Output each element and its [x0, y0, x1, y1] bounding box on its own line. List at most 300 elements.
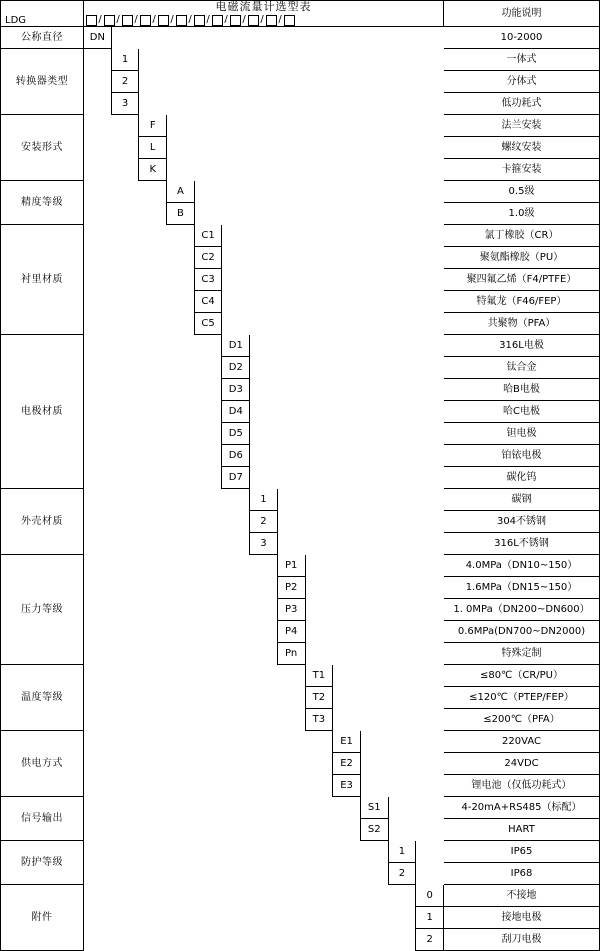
empty-cell [139, 841, 167, 863]
empty-cell [194, 335, 222, 357]
empty-cell [388, 753, 416, 775]
empty-cell [222, 555, 250, 577]
empty-cell [250, 445, 278, 467]
empty-cell [416, 225, 444, 247]
code-cell-6-0[interactable]: 1 [250, 489, 278, 511]
empty-cell [360, 643, 388, 665]
table-row [1, 71, 600, 93]
empty-cell [277, 467, 305, 489]
table-row [1, 159, 600, 181]
empty-cell [305, 863, 333, 885]
empty-cell [84, 379, 112, 401]
code-cell-3-0[interactable]: A [167, 181, 195, 203]
empty-cell [305, 841, 333, 863]
empty-cell [416, 577, 444, 599]
empty-cell [360, 335, 388, 357]
empty-cell [305, 511, 333, 533]
slash-separator: / [170, 13, 175, 25]
empty-cell [111, 819, 139, 841]
code-cell-6-1[interactable]: 2 [250, 511, 278, 533]
code-cell-7-1[interactable]: P2 [277, 577, 305, 599]
empty-cell [277, 753, 305, 775]
model-code-box[interactable] [212, 15, 223, 26]
empty-cell [388, 49, 416, 71]
model-prefix-cell: LDG [1, 1, 84, 27]
empty-cell [139, 379, 167, 401]
empty-cell [360, 929, 388, 951]
code-cell-8-0[interactable]: T1 [305, 665, 333, 687]
empty-cell [333, 115, 361, 137]
empty-cell [167, 489, 195, 511]
empty-cell [194, 621, 222, 643]
slash-separator: / [98, 13, 103, 25]
empty-cell [388, 621, 416, 643]
empty-cell [84, 885, 112, 907]
empty-cell [194, 423, 222, 445]
slash-separator: / [206, 13, 211, 25]
empty-cell [305, 907, 333, 929]
empty-cell [416, 159, 444, 181]
description-cell-4-2: 聚四氟乙烯（F4/PTFE） [444, 269, 600, 291]
description-cell-8-1: ≤120℃（PTEP/FEP） [444, 687, 600, 709]
empty-cell [222, 819, 250, 841]
empty-cell [416, 445, 444, 467]
code-cell-2-1[interactable]: L [139, 137, 167, 159]
empty-cell [111, 115, 139, 137]
empty-cell [194, 27, 222, 49]
code-cell-4-4[interactable]: C5 [194, 313, 222, 335]
empty-cell [388, 71, 416, 93]
empty-cell [333, 93, 361, 115]
empty-cell [388, 511, 416, 533]
empty-cell [388, 27, 416, 49]
empty-cell [84, 49, 112, 71]
empty-cell [111, 577, 139, 599]
row-label-11: 防护等级 [1, 841, 84, 885]
empty-cell [250, 885, 278, 907]
empty-cell [84, 511, 112, 533]
model-code-box[interactable] [194, 15, 205, 26]
empty-cell [84, 445, 112, 467]
code-cell-10-1[interactable]: S2 [360, 819, 388, 841]
empty-cell [277, 247, 305, 269]
empty-cell [139, 753, 167, 775]
row-label-6: 外壳材质 [1, 489, 84, 555]
table-row [1, 863, 600, 885]
empty-cell [250, 115, 278, 137]
slash-separator: / [224, 13, 229, 25]
empty-cell [416, 269, 444, 291]
empty-cell [167, 225, 195, 247]
model-code-box[interactable] [266, 15, 277, 26]
table-header-row [1, 1, 600, 27]
empty-cell [305, 489, 333, 511]
description-cell-6-2: 316L不锈钢 [444, 533, 600, 555]
model-code-box[interactable] [176, 15, 187, 26]
empty-cell [333, 467, 361, 489]
empty-cell [111, 379, 139, 401]
code-cell-7-2[interactable]: P3 [277, 599, 305, 621]
empty-cell [84, 819, 112, 841]
empty-cell [222, 49, 250, 71]
empty-cell [416, 819, 444, 841]
empty-cell [416, 291, 444, 313]
code-cell-5-6[interactable]: D7 [222, 467, 250, 489]
empty-cell [277, 819, 305, 841]
empty-cell [139, 93, 167, 115]
empty-cell [167, 599, 195, 621]
code-cell-2-2[interactable]: K [139, 159, 167, 181]
empty-cell [194, 533, 222, 555]
code-cell-1-0[interactable]: 1 [111, 49, 139, 71]
empty-cell [360, 731, 388, 753]
empty-cell [250, 159, 278, 181]
empty-cell [333, 181, 361, 203]
slash-separator: / [188, 13, 193, 25]
model-code-box[interactable] [104, 15, 115, 26]
description-cell-12-0: 不接地 [444, 885, 600, 907]
empty-cell [84, 841, 112, 863]
empty-cell [84, 907, 112, 929]
empty-cell [111, 709, 139, 731]
code-cell-11-0[interactable]: 1 [388, 841, 416, 863]
empty-cell [84, 797, 112, 819]
empty-cell [305, 885, 333, 907]
empty-cell [305, 93, 333, 115]
empty-cell [305, 533, 333, 555]
empty-cell [333, 335, 361, 357]
empty-cell [333, 357, 361, 379]
empty-cell [111, 203, 139, 225]
empty-cell [388, 357, 416, 379]
empty-cell [388, 401, 416, 423]
empty-cell [111, 423, 139, 445]
empty-cell [84, 643, 112, 665]
code-cell-7-4[interactable]: Pn [277, 643, 305, 665]
empty-cell [250, 709, 278, 731]
empty-cell [250, 599, 278, 621]
empty-cell [416, 533, 444, 555]
empty-cell [416, 71, 444, 93]
empty-cell [111, 665, 139, 687]
empty-cell [360, 401, 388, 423]
code-cell-10-0[interactable]: S1 [360, 797, 388, 819]
code-cell-3-1[interactable]: B [167, 203, 195, 225]
empty-cell [111, 929, 139, 951]
empty-cell [167, 291, 195, 313]
empty-cell [250, 401, 278, 423]
empty-cell [305, 203, 333, 225]
empty-cell [416, 687, 444, 709]
empty-cell [139, 203, 167, 225]
empty-cell [111, 555, 139, 577]
empty-cell [167, 93, 195, 115]
empty-cell [333, 841, 361, 863]
table-row [1, 819, 600, 841]
empty-cell [111, 291, 139, 313]
description-cell-5-3: 哈C电极 [444, 401, 600, 423]
empty-cell [305, 929, 333, 951]
code-cell-5-3[interactable]: D4 [222, 401, 250, 423]
empty-cell [250, 467, 278, 489]
empty-cell [250, 379, 278, 401]
empty-cell [84, 467, 112, 489]
code-cell-12-2[interactable]: 2 [416, 929, 444, 951]
code-cell-1-2[interactable]: 3 [111, 93, 139, 115]
description-cell-5-5: 铂铱电极 [444, 445, 600, 467]
empty-cell [333, 577, 361, 599]
table-row [1, 731, 600, 753]
empty-cell [333, 709, 361, 731]
empty-cell [333, 555, 361, 577]
empty-cell [167, 863, 195, 885]
empty-cell [84, 731, 112, 753]
empty-cell [333, 819, 361, 841]
empty-cell [305, 313, 333, 335]
empty-cell [194, 93, 222, 115]
model-code-box[interactable] [230, 15, 241, 26]
empty-cell [111, 599, 139, 621]
empty-cell [250, 665, 278, 687]
empty-cell [305, 225, 333, 247]
code-cell-8-2[interactable]: T3 [305, 709, 333, 731]
empty-cell [194, 137, 222, 159]
empty-cell [305, 269, 333, 291]
slash-separator: / [278, 13, 283, 25]
empty-cell [277, 203, 305, 225]
table-row [1, 401, 600, 423]
empty-cell [416, 709, 444, 731]
empty-cell [388, 203, 416, 225]
empty-cell [360, 753, 388, 775]
model-code-box[interactable] [248, 15, 259, 26]
empty-cell [416, 555, 444, 577]
empty-cell [277, 181, 305, 203]
empty-cell [139, 577, 167, 599]
empty-cell [111, 269, 139, 291]
row-label-9: 供电方式 [1, 731, 84, 797]
empty-cell [167, 621, 195, 643]
empty-cell [305, 731, 333, 753]
row-label-10: 信号输出 [1, 797, 84, 841]
code-cell-4-0[interactable]: C1 [194, 225, 222, 247]
empty-cell [416, 401, 444, 423]
empty-cell [333, 665, 361, 687]
empty-cell [250, 731, 278, 753]
empty-cell [194, 357, 222, 379]
empty-cell [360, 357, 388, 379]
empty-cell [360, 599, 388, 621]
model-code-box[interactable] [284, 15, 295, 26]
code-cell-4-1[interactable]: C2 [194, 247, 222, 269]
empty-cell [194, 907, 222, 929]
empty-cell [222, 115, 250, 137]
empty-cell [111, 27, 139, 49]
slash-separator: / [260, 13, 265, 25]
code-cell-12-1[interactable]: 1 [416, 907, 444, 929]
empty-cell [416, 115, 444, 137]
description-cell-1-2: 低功耗式 [444, 93, 600, 115]
empty-cell [167, 247, 195, 269]
empty-cell [333, 445, 361, 467]
table-row [1, 885, 600, 907]
description-cell-9-2: 锂电池（仅低功耗式） [444, 775, 600, 797]
code-cell-12-0[interactable]: 0 [416, 885, 444, 907]
code-cell-8-1[interactable]: T2 [305, 687, 333, 709]
description-cell-9-0: 220VAC [444, 731, 600, 753]
empty-cell [416, 467, 444, 489]
row-label-12: 附件 [1, 885, 84, 951]
empty-cell [360, 511, 388, 533]
empty-cell [360, 269, 388, 291]
empty-cell [111, 643, 139, 665]
empty-cell [84, 181, 112, 203]
description-column-header: 功能说明 [444, 1, 600, 27]
empty-cell [360, 225, 388, 247]
empty-cell [111, 797, 139, 819]
empty-cell [111, 159, 139, 181]
empty-cell [305, 401, 333, 423]
empty-cell [139, 357, 167, 379]
empty-cell [84, 335, 112, 357]
empty-cell [222, 907, 250, 929]
code-cell-7-3[interactable]: P4 [277, 621, 305, 643]
empty-cell [250, 27, 278, 49]
description-cell-11-0: IP65 [444, 841, 600, 863]
empty-cell [250, 225, 278, 247]
empty-cell [167, 467, 195, 489]
empty-cell [360, 181, 388, 203]
empty-cell [139, 555, 167, 577]
code-cell-5-0[interactable]: D1 [222, 335, 250, 357]
empty-cell [360, 533, 388, 555]
model-code-boxes [84, 15, 443, 27]
model-code-box[interactable] [86, 15, 97, 26]
empty-cell [194, 885, 222, 907]
empty-cell [388, 797, 416, 819]
empty-cell [250, 907, 278, 929]
empty-cell [360, 71, 388, 93]
empty-cell [222, 247, 250, 269]
code-cell-6-2[interactable]: 3 [250, 533, 278, 555]
model-code-box[interactable] [122, 15, 133, 26]
empty-cell [139, 533, 167, 555]
empty-cell [360, 621, 388, 643]
empty-cell [167, 577, 195, 599]
empty-cell [305, 181, 333, 203]
empty-cell [416, 731, 444, 753]
empty-cell [250, 181, 278, 203]
description-cell-6-1: 304不锈钢 [444, 511, 600, 533]
empty-cell [167, 159, 195, 181]
description-cell-3-0: 0.5级 [444, 181, 600, 203]
empty-cell [222, 687, 250, 709]
empty-cell [388, 665, 416, 687]
empty-cell [139, 489, 167, 511]
empty-cell [277, 687, 305, 709]
empty-cell [277, 665, 305, 687]
empty-cell [194, 115, 222, 137]
empty-cell [360, 907, 388, 929]
model-code-box[interactable] [140, 15, 151, 26]
empty-cell [222, 577, 250, 599]
empty-cell [277, 841, 305, 863]
description-cell-7-0: 4.0MPa（DN10~150） [444, 555, 600, 577]
model-code-box[interactable] [158, 15, 169, 26]
empty-cell [84, 775, 112, 797]
empty-cell [277, 907, 305, 929]
row-label-7: 压力等级 [1, 555, 84, 665]
code-cell-9-2[interactable]: E3 [333, 775, 361, 797]
table-row [1, 423, 600, 445]
empty-cell [84, 71, 112, 93]
empty-cell [388, 709, 416, 731]
empty-cell [305, 71, 333, 93]
empty-cell [167, 357, 195, 379]
empty-cell [194, 71, 222, 93]
empty-cell [222, 797, 250, 819]
empty-cell [388, 423, 416, 445]
code-cell-9-0[interactable]: E1 [333, 731, 361, 753]
empty-cell [167, 49, 195, 71]
empty-cell [277, 489, 305, 511]
empty-cell [167, 775, 195, 797]
code-cell-2-0[interactable]: F [139, 115, 167, 137]
empty-cell [84, 159, 112, 181]
empty-cell [360, 841, 388, 863]
empty-cell [277, 49, 305, 71]
table-row [1, 137, 600, 159]
empty-cell [360, 709, 388, 731]
code-cell-9-1[interactable]: E2 [333, 753, 361, 775]
empty-cell [277, 885, 305, 907]
code-cell-4-2[interactable]: C3 [194, 269, 222, 291]
empty-cell [388, 269, 416, 291]
table-row [1, 599, 600, 621]
code-cell-5-5[interactable]: D6 [222, 445, 250, 467]
empty-cell [139, 929, 167, 951]
code-cell-11-1[interactable]: 2 [388, 863, 416, 885]
empty-cell [388, 115, 416, 137]
code-cell-5-1[interactable]: D2 [222, 357, 250, 379]
table-row [1, 467, 600, 489]
empty-cell [84, 269, 112, 291]
empty-cell [111, 401, 139, 423]
empty-cell [416, 49, 444, 71]
description-cell-2-2: 卡箍安装 [444, 159, 600, 181]
empty-cell [111, 863, 139, 885]
code-cell-0-0[interactable]: DN [84, 27, 112, 49]
code-cell-4-3[interactable]: C4 [194, 291, 222, 313]
empty-cell [139, 291, 167, 313]
code-cell-1-1[interactable]: 2 [111, 71, 139, 93]
code-cell-7-0[interactable]: P1 [277, 555, 305, 577]
empty-cell [84, 291, 112, 313]
code-cell-5-4[interactable]: D5 [222, 423, 250, 445]
empty-cell [139, 621, 167, 643]
description-cell-4-4: 共聚物（PFA） [444, 313, 600, 335]
empty-cell [167, 423, 195, 445]
empty-cell [167, 753, 195, 775]
empty-cell [194, 819, 222, 841]
empty-cell [388, 555, 416, 577]
empty-cell [222, 775, 250, 797]
table-row [1, 291, 600, 313]
empty-cell [194, 401, 222, 423]
code-cell-5-2[interactable]: D3 [222, 379, 250, 401]
empty-cell [388, 379, 416, 401]
empty-cell [222, 137, 250, 159]
